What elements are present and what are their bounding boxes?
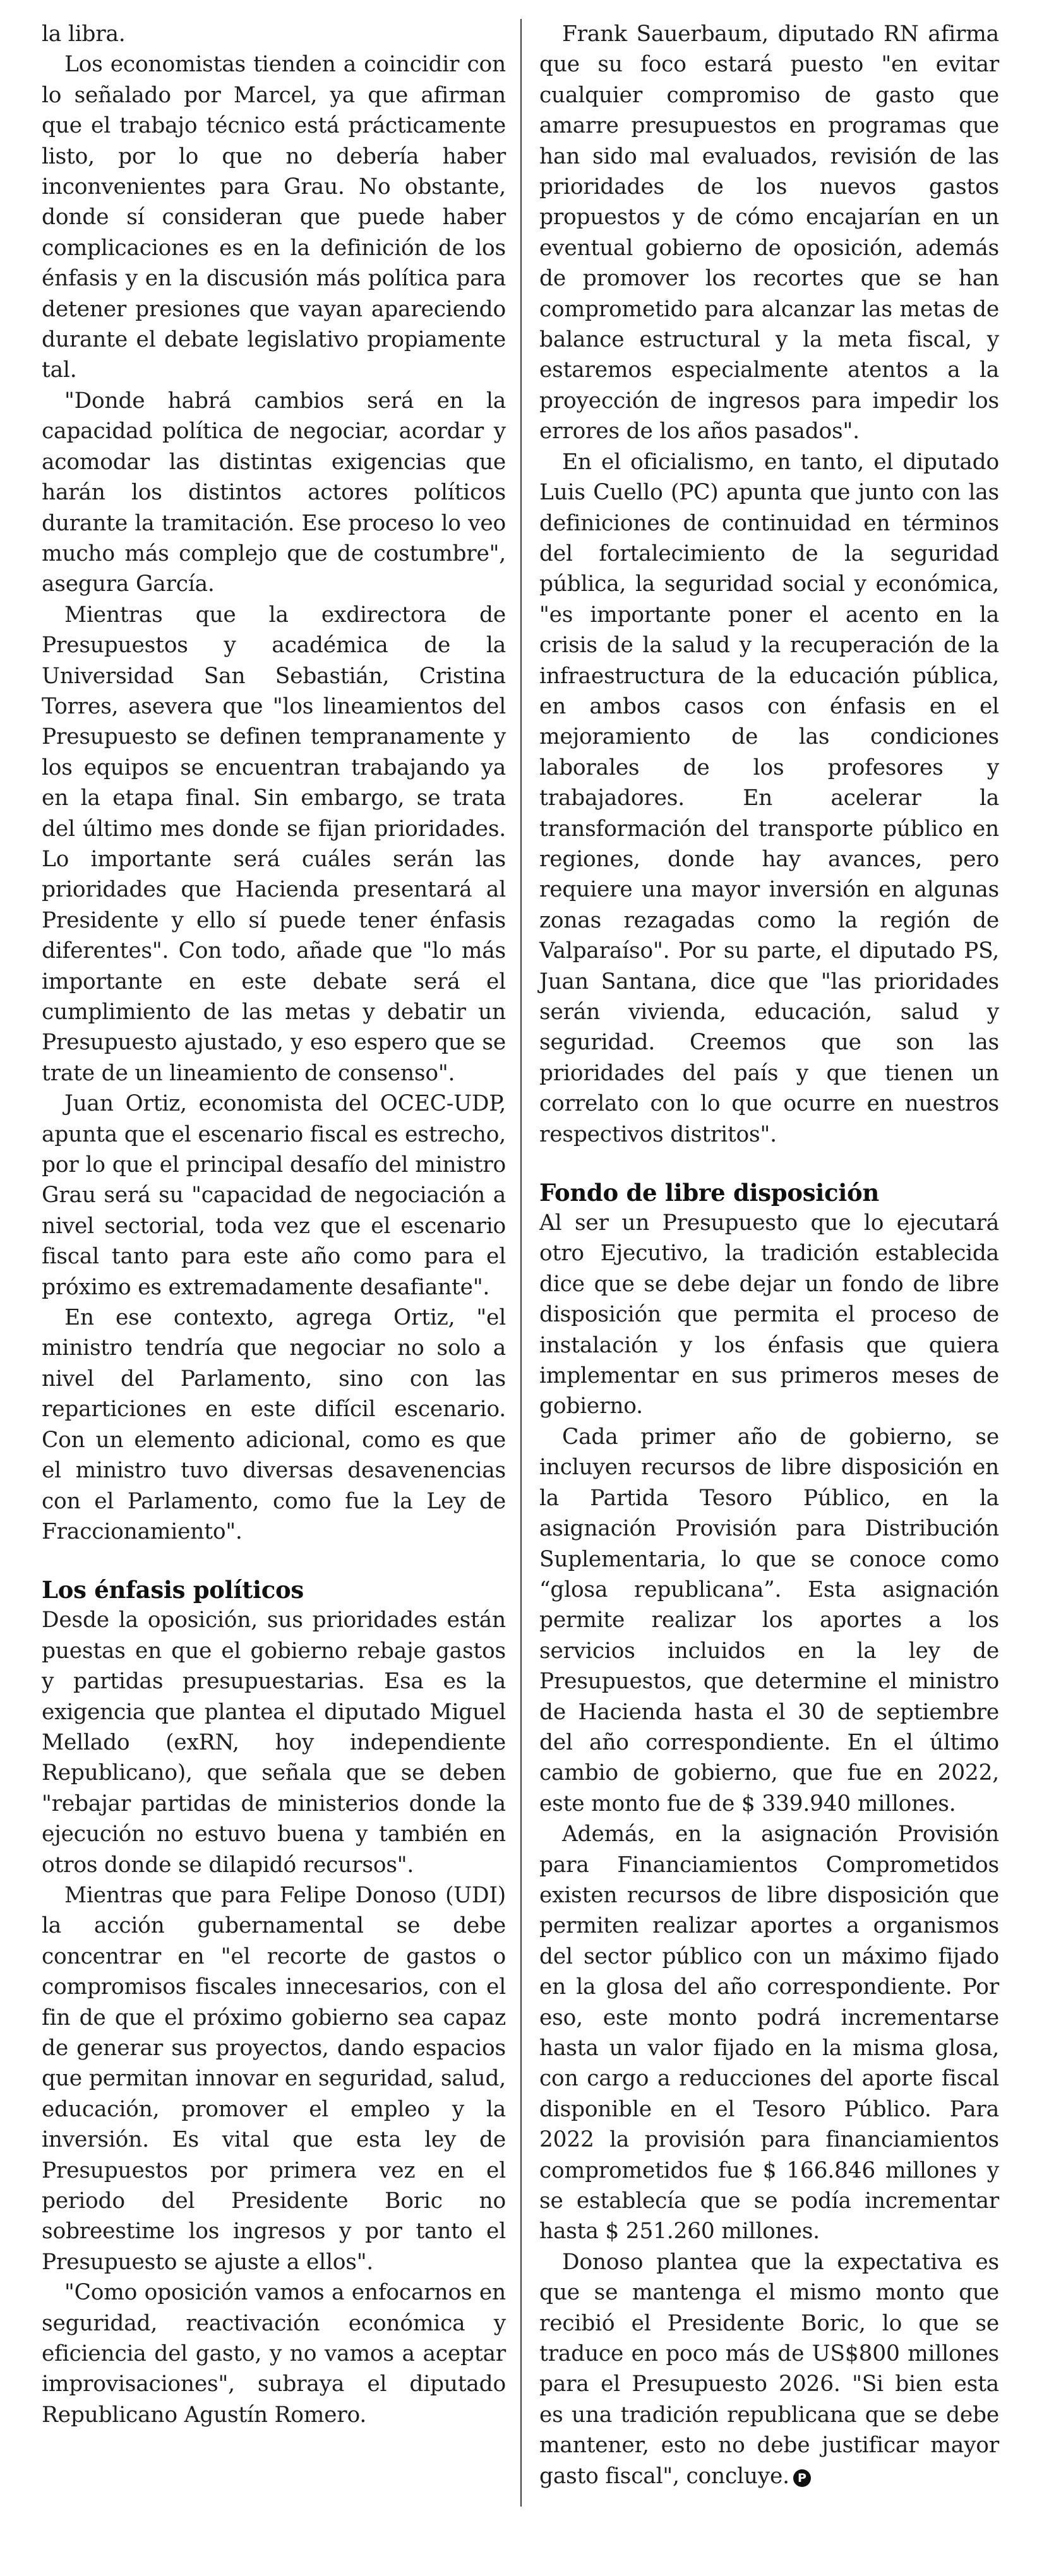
paragraph: Mientras que la exdirectora de Presupuestos y académica de la Universidad San Sebastián, Cristina Torres, asevera que "los lineamientos del Presupuesto se definen tempranamente y los equipos se encuentran trabajando ya en la etapa final. Sin embargo, se trata del último mes donde se fijan prioridades. Lo importante será cuáles serán las prioridades que Hacienda presentará al Presidente y ello sí puede tener énfasis diferentes". Con todo, añade que "lo más importante en este debate será el cumplimiento de las metas y debatir un Presupuesto ajustado, y eso espero que se trate de un lineamiento de consenso". [42, 602, 506, 1086]
paragraph: Además, en la asignación Provisión para Financiamientos Comprometidos existen recursos de libre disposición que permiten realizar aportes a organismos del sector público con un máximo fijado en la glosa del año correspondiente. Por eso, este monto podrá incrementarse hasta un valor fijado en la misma glosa, con cargo a reducciones del aporte fiscal disponible en el Tesoro Público. Para 2022 la provisión para financiamientos comprometidos fue $ 166.846 millones y se establecía que se podía incrementar hasta $ 251.260 millones. [539, 1822, 999, 2245]
column-divider [520, 19, 522, 2507]
right-column [539, 19, 999, 2491]
paragraph: En el oficialismo, en tanto, el diputado Luis Cuello (PC) apunta que junto con las definiciones de continuidad en términos del fortalecimiento de la seguridad pública, la seguridad social y económica, "es importante poner el acento en la crisis de la salud y la recuperación de la infraestructura de la educación pública, en ambos casos con énfasis en el mejoramiento de las condiciones laborales de los profesores y trabajadores. En acelerar la transformación del transporte público en regiones, donde hay avances, pero requiere una mayor inversión en algunas zonas rezagadas como la región de Valparaíso". Por su parte, el diputado PS, Juan Santana, dice que "las prioridades serán vivienda, educación, salud y seguridad. Creemos que son las prioridades del país y que tienen un correlato con lo que ocurre en nuestros respectivos distritos". [539, 449, 999, 1147]
paragraph: Cada primer año de gobierno, se incluyen recursos de libre disposición en la Partida Tesoro Público, en la asignación Provisión para Distribución Suplementaria, lo que se conoce como “glosa republicana”. Esta asignación permite realizar los aportes a los servicios incluidos en la ley de Presupuestos, que determine el ministro de Hacienda hasta el 30 de septiembre del año correspondiente. En el último cambio de gobierno, que fue en 2022, este monto fue de $ 339.940 millones. [539, 1424, 999, 1816]
final-paragraph [539, 2247, 999, 2491]
paragraph: Desde la oposición, sus prioridades están puestas en que el gobierno rebaje gastos y partidas presupuestarias. Esa es la exigencia que plantea el diputado Miguel Mellado (exRN, hoy independiente Republicano), que señala que se deben "rebajar partidas de ministerios donde la ejecución no estuvo buena y también en otros donde se dilapidó recursos". [42, 1607, 506, 1878]
end-of-article-icon: P [793, 2469, 811, 2487]
paragraph: "Donde habrá cambios será en la capacidad política de negociar, acordar y acomodar las distintas exigencias que harán los distintos actores políticos durante la tramitación. Ese proceso lo veo mucho más complejo que de costumbre", asegura García. [42, 388, 506, 597]
paragraph: Mientras que para Felipe Donoso (UDI) la acción gubernamental se debe concentrar en "el recorte de gastos o compromisos fiscales innecesarios, con el fin de que el próximo gobierno sea capaz de generar sus proyectos, dando espacios que permitan innovar en seguridad, salud, educación, promover el empleo y la inversión. Es vital que esta ley de Presupuestos por primera vez en el periodo del Presidente Boric no sobreestime los ingresos y por tanto el Presupuesto se ajuste a ellos". [42, 1882, 506, 2275]
paragraph: "Como oposición vamos a enfocarnos en seguridad, reactivación económica y eficiencia del gasto, y no vamos a aceptar improvisaciones", subraya el diputado Republicano Agustín Romero. [42, 2280, 506, 2428]
left-column [42, 19, 506, 2430]
section-subheading: Los énfasis políticos [42, 1576, 304, 1604]
paragraph: Juan Ortiz, economista del OCEC-UDP, apunta que el escenario fiscal es estrecho, por lo que el principal desafío del ministro Grau será su "capacidad de negociación a nivel sectorial, toda vez que el escenario fiscal tanto para este año como para el próximo es extremadamente desafiante". [42, 1091, 506, 1300]
paragraph: Los economistas tienden a coincidir con lo señalado por Marcel, ya que afirman que el trabajo técnico está prácticamente listo, por lo que no debería haber inconvenientes para Grau. No obstante, donde sí consideran que puede haber complicaciones es en la definición de los énfasis y en la discusión más política para detener presiones que vayan apareciendo durante el debate legislativo propiamente tal. [42, 52, 506, 383]
paragraph: En ese contexto, agrega Ortiz, "el ministro tendría que negociar no solo a nivel del Parlamento, sino con las reparticiones en este difícil escenario. Con un elemento adicional, como es que el ministro tuvo diversas desavenencias con el Parlamento, como fue la Ley de Fraccionamiento". [42, 1305, 506, 1544]
paragraph: Al ser un Presupuesto que lo ejecutará otro Ejecutivo, la tradición establecida dice que se debe dejar un fondo de libre disposición que permita el proceso de instalación y los énfasis que quiera implementar en sus primeros meses de gobierno. [539, 1210, 999, 1419]
paragraph: la libra. [42, 21, 126, 47]
paragraph: Frank Sauerbaum, diputado RN afirma que su foco estará puesto "en evitar cualquier compromiso de gasto que amarre presupuestos en programas que han sido mal evaluados, revisión de las prioridades de los nuevos gastos propuestos y de cómo encajarían en un eventual gobierno de oposición, además de promover los recortes que se han comprometido para alcanzar las metas de balance estructural y la meta fiscal, y estaremos especialmente atentos a la proyección de ingresos para impedir los errores de los años pasados". [539, 21, 999, 444]
paragraph-text: Donoso plantea que la expectativa es que se mantenga el mismo monto que recibió el Presidente Boric, lo que se traduce en poco más de US$800 millones para el Presupuesto 2026. "Si bien esta es una tradición republicana que se debe mantener, esto no debe justificar mayor gasto fiscal", concluye. [539, 2249, 999, 2489]
section-subheading: Fondo de libre disposición [539, 1179, 880, 1207]
